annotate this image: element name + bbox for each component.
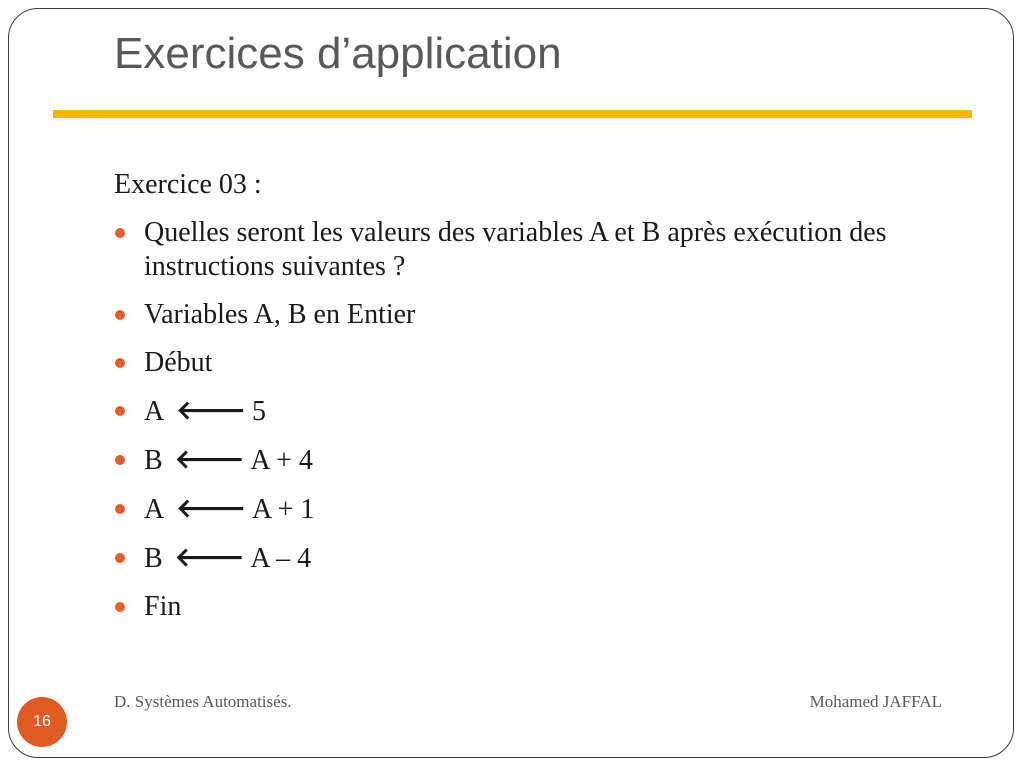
assign-variable: A bbox=[144, 494, 165, 525]
assign-variable: B bbox=[144, 445, 163, 476]
bullet-dot-icon bbox=[115, 310, 125, 320]
bullet-dot-icon bbox=[115, 228, 125, 238]
slide-title: Exercices d’application bbox=[114, 29, 562, 78]
bullet-dot-icon bbox=[115, 455, 125, 465]
bullet-item-fin bbox=[114, 590, 984, 624]
bullet-text: Début bbox=[144, 347, 213, 378]
page-number-badge: 16 bbox=[17, 697, 67, 747]
bullet-dot-icon bbox=[115, 358, 125, 368]
bullet-dot-icon bbox=[115, 602, 125, 612]
assign-variable: B bbox=[144, 543, 163, 574]
assign-expression: A + 4 bbox=[250, 445, 313, 476]
bullet-dot-icon bbox=[115, 553, 125, 563]
bullet-item-assign-3 bbox=[114, 492, 984, 527]
bullet-item-debut bbox=[114, 346, 984, 380]
bullet-item-assign-1 bbox=[114, 394, 984, 429]
bullet-text: Fin bbox=[144, 591, 182, 622]
assign-expression: A – 4 bbox=[250, 543, 312, 574]
slide-content bbox=[114, 168, 984, 638]
assign-expression: A + 1 bbox=[251, 494, 315, 525]
bullet-dot-icon bbox=[115, 504, 125, 514]
footer-course: D. Systèmes Automatisés. bbox=[114, 692, 292, 711]
assign-variable: A bbox=[144, 396, 165, 427]
bullet-item-question bbox=[114, 216, 984, 284]
bullet-item-assign-4 bbox=[114, 541, 984, 576]
bullet-text: Variables A, B en Entier bbox=[144, 299, 416, 330]
exercise-heading: Exercice 03 : bbox=[114, 169, 262, 200]
left-arrow-icon: 🡐 bbox=[176, 396, 246, 426]
left-arrow-icon: 🡐 bbox=[174, 543, 245, 573]
bullet-dot-icon bbox=[115, 406, 125, 416]
title-underline-bar bbox=[53, 110, 972, 118]
left-arrow-icon: 🡐 bbox=[174, 445, 245, 475]
bullet-list bbox=[114, 216, 984, 624]
assign-expression: 5 bbox=[251, 396, 266, 427]
bullet-item-assign-2 bbox=[114, 443, 984, 478]
bullet-text: Quelles seront les valeurs des variables A et B après exécution des instructions suivantes ? bbox=[144, 217, 887, 282]
footer-author: Mohamed JAFFAL bbox=[809, 692, 942, 711]
left-arrow-icon: 🡐 bbox=[176, 494, 246, 524]
bullet-item-variables bbox=[114, 298, 984, 332]
